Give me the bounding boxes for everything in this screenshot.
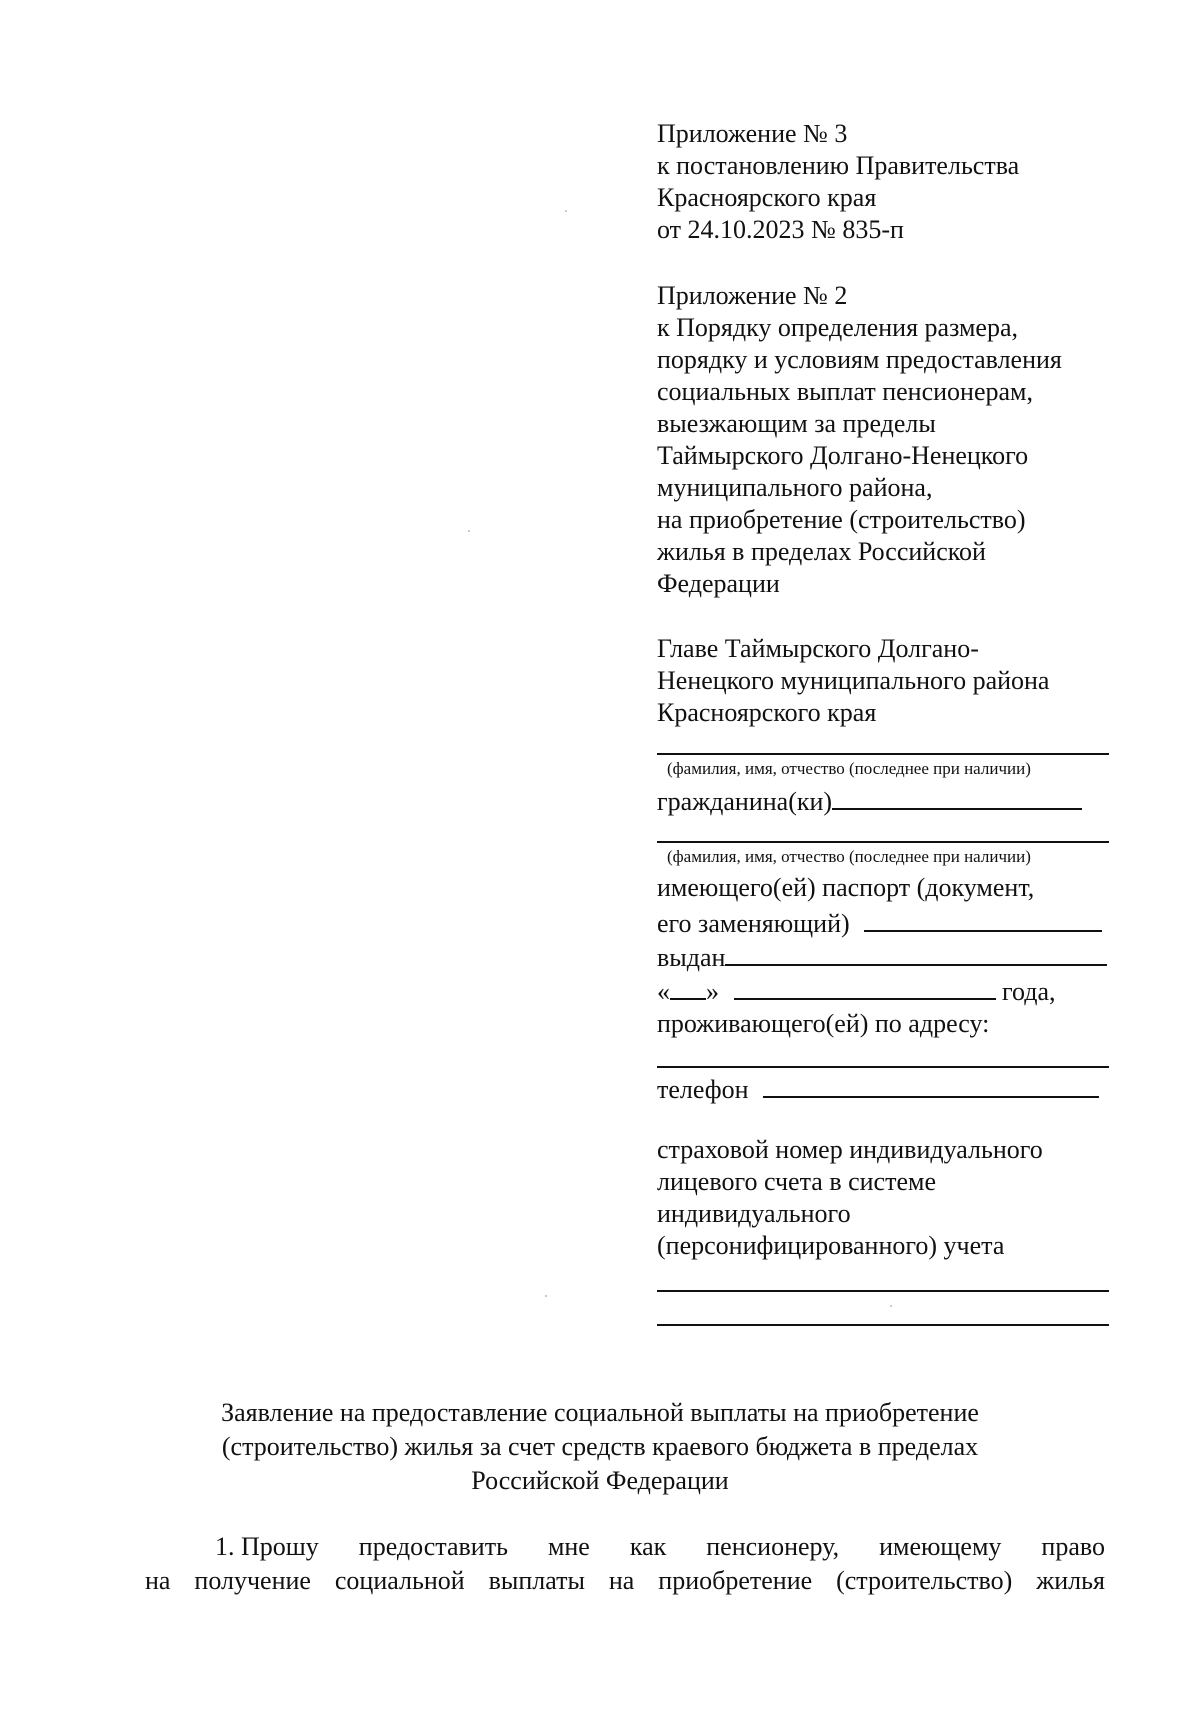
snils-block [657, 1134, 1043, 1262]
word: на [608, 1566, 635, 1595]
statement-title-line: Заявление на предоставление социальной выплаты на приобретение [221, 1398, 979, 1427]
scan-speck [545, 1295, 547, 1297]
passport-row-2 [657, 906, 1102, 940]
word: предоставить [358, 1532, 508, 1561]
issued-label: выдан [657, 943, 726, 972]
annex3-line: от 24.10.2023 № 835-п [657, 215, 904, 244]
annex2-line: муниципального района, [657, 473, 933, 502]
citizen-name-field[interactable] [832, 784, 1082, 810]
annex3-line: Приложение № 3 [657, 119, 848, 148]
word: мне [547, 1532, 590, 1561]
annex2-line: к Порядку определения размера, [657, 313, 1019, 342]
annex3-line: к постановлению Правительства [657, 151, 1020, 180]
annex2-line: Приложение № 2 [657, 281, 848, 310]
issued-row [657, 940, 1107, 974]
snils-field-2[interactable] [657, 1324, 1109, 1326]
issued-field[interactable] [725, 940, 1107, 966]
word: жилья [1036, 1566, 1105, 1595]
annex2-line: жилья в пределах Российской [657, 537, 986, 566]
annex3-header [657, 118, 1019, 246]
statement-paragraph-1 [145, 1530, 1105, 1598]
citizen-row [657, 784, 1082, 818]
addressee-block [657, 633, 1049, 729]
date-month-field[interactable] [734, 974, 996, 1000]
scan-speck [468, 530, 470, 532]
passport-row-1 [657, 872, 1034, 904]
snils-line: (персонифицированного) учета [657, 1231, 1005, 1260]
address-field[interactable] [657, 1066, 1109, 1068]
date-close-quote: » [706, 977, 719, 1006]
phone-label: телефон [657, 1075, 749, 1104]
annex2-header [657, 280, 1062, 600]
passport-label-2: его заменяющий) [657, 909, 850, 938]
date-day-field[interactable] [670, 974, 706, 1000]
addressee-line: Красноярского края [657, 698, 877, 727]
paragraph-number [215, 1530, 319, 1564]
word: Прошу [241, 1532, 319, 1561]
word: приобретение [658, 1566, 813, 1595]
statement-title-line: (строительство) жилья за счет средств краевого бюджета в пределах [221, 1432, 979, 1461]
addressee-line: Ненецкого муниципального района [657, 666, 1050, 695]
address-label: проживающего(ей) по адресу: [657, 1009, 990, 1038]
citizen-name-caption: (фамилия, имя, отчество (последнее при наличии) [667, 847, 1031, 866]
annex2-line: выезжающим за пределы [657, 409, 936, 438]
snils-field-1[interactable] [657, 1290, 1109, 1292]
snils-line: лицевого счета в системе [657, 1167, 936, 1196]
annex2-line: Федерации [657, 569, 780, 598]
date-row [657, 974, 1056, 1008]
citizen-name-line[interactable] [657, 841, 1109, 843]
passport-field[interactable] [864, 906, 1102, 932]
word: пенсионеру, [706, 1532, 840, 1561]
annex2-line: Таймырского Долгано-Ненецкого [657, 441, 1029, 470]
word: получение [194, 1566, 311, 1595]
date-open-quote: « [657, 977, 670, 1006]
year-label: года, [1002, 977, 1056, 1006]
phone-row [657, 1072, 1099, 1106]
word: выплаты [488, 1566, 585, 1595]
word: социальной [334, 1566, 465, 1595]
phone-field[interactable] [763, 1072, 1099, 1098]
addressee-name-caption: (фамилия, имя, отчество (последнее при наличии) [667, 759, 1031, 778]
paragraph-line-2 [145, 1564, 1105, 1598]
paragraph-line-1 [145, 1530, 1105, 1564]
statement-title-line: Российской Федерации [471, 1466, 729, 1495]
snils-line: страховой номер индивидуального [657, 1135, 1043, 1164]
word: (строительство) [836, 1566, 1013, 1595]
passport-label-1: имеющего(ей) паспорт (документ, [657, 873, 1035, 902]
annex2-line: социальных выплат пенсионерам, [657, 377, 1033, 406]
citizen-label: гражданина(ки) [657, 787, 833, 816]
statement-title [140, 1396, 1060, 1498]
word: как [629, 1532, 667, 1561]
annex2-line: на приобретение (строительство) [657, 505, 1026, 534]
addressee-line: Главе Таймырского Долгано- [657, 634, 979, 663]
scan-speck [890, 1305, 892, 1307]
addressee-name-line[interactable] [657, 753, 1109, 755]
word: на [145, 1566, 171, 1595]
word: имеющему [879, 1532, 1002, 1561]
address-row [657, 1008, 989, 1040]
annex2-line: порядку и условиям предоставления [657, 345, 1062, 374]
paragraph-number-text: 1. [215, 1532, 235, 1561]
annex3-line: Красноярского края [657, 183, 877, 212]
word: право [1041, 1532, 1105, 1561]
snils-line: индивидуального [657, 1199, 851, 1228]
scan-speck [565, 210, 567, 212]
